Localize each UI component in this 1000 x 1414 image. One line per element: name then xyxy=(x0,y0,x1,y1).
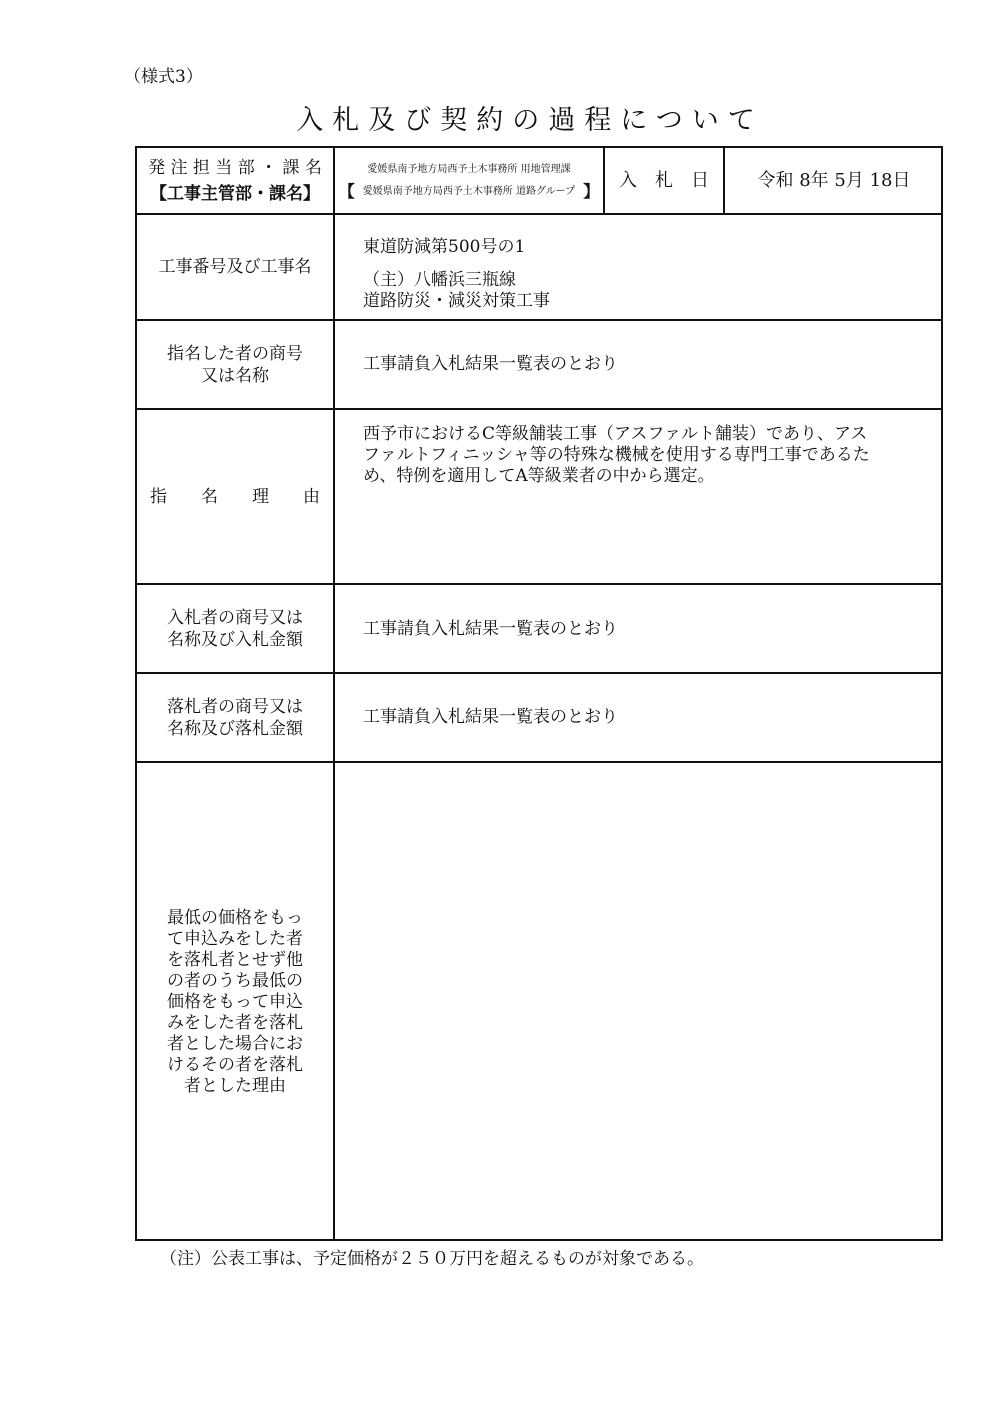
lowest-label-line: の者のうち最低の xyxy=(167,970,303,991)
dept-value xyxy=(335,148,603,213)
lowest-label-line: 最低の価格をもっ xyxy=(167,907,303,928)
designated-label-line2: 又は名称 xyxy=(201,365,269,386)
designated-label xyxy=(137,321,333,408)
reason-line2: ファルトフィニッシャ等の特殊な機械を使用する専門工事であるた xyxy=(363,445,870,465)
lowest-label-line: て申込みをした者 xyxy=(167,928,303,949)
column-divider xyxy=(333,148,335,1241)
winner-label-line1: 落札者の商号又は xyxy=(167,696,303,717)
dept-label xyxy=(137,148,333,213)
lowest-label-line: 者とした場合にお xyxy=(167,1033,303,1054)
winner-label xyxy=(137,674,333,761)
bidders-label xyxy=(137,585,333,672)
reason-line1: 西予市におけるC等級舗装工事（アスファルト舗装）であり、アス xyxy=(363,424,868,444)
winner-label-line2: 名称及び落札金額 xyxy=(167,718,303,739)
reason-label: 指 名 理 由 xyxy=(150,486,320,507)
lowest-label-line: けるその者を落札 xyxy=(167,1054,303,1075)
reason-line3: め、特例を適用してA等級業者の中から選定。 xyxy=(363,466,715,486)
project-number: 東道防減第500号の1 xyxy=(363,237,526,257)
bid-date-value: 令和 8年 5月 18日 xyxy=(757,169,911,191)
bidders-label-line2: 名称及び入札金額 xyxy=(167,629,303,650)
lowest-label-line: を落札者とせず他 xyxy=(167,949,303,970)
bidders-label-line1: 入札者の商号又は xyxy=(167,607,303,628)
designated-value: 工事請負入札結果一覧表のとおり xyxy=(363,354,618,374)
designated-label-line1: 指名した者の商号 xyxy=(167,343,303,364)
bidders-value: 工事請負入札結果一覧表のとおり xyxy=(363,619,618,639)
project-route: （主）八幡浜三瓶線 xyxy=(363,270,516,290)
dept-value-line2: 愛媛県南予地方局西予土木事務所 道路グループ xyxy=(362,185,576,197)
project-label: 工事番号及び工事名 xyxy=(158,257,312,277)
dept-value-line1: 愛媛県南予地方局西予土木事務所 用地管理課 xyxy=(367,163,571,175)
lowest-label-line: 者とした理由 xyxy=(184,1075,286,1096)
form-number: （様式3） xyxy=(124,67,203,87)
bracket-open: 【 xyxy=(338,181,355,201)
project-name: 道路防災・減災対策工事 xyxy=(363,291,550,311)
footnote: （注）公表工事は、予定価格が２５０万円を超えるものが対象である。 xyxy=(160,1249,704,1269)
lowest-label-line: みをした者を落札 xyxy=(167,1012,303,1033)
document-title: 入札及び契約の過程について xyxy=(296,105,764,136)
bid-date-label: 入 札 日 xyxy=(619,169,709,191)
process-table xyxy=(135,146,943,1241)
dept-label-line2: 【工事主管部・課名】 xyxy=(150,183,320,204)
lowest-label xyxy=(137,763,333,1241)
lowest-label-line: 価格をもって申込 xyxy=(167,991,303,1012)
bracket-close: 】 xyxy=(583,181,600,201)
dept-value-line2-wrap xyxy=(339,181,599,203)
winner-value: 工事請負入札結果一覧表のとおり xyxy=(363,707,618,727)
dept-label-line1: 発 注 担 当 部 ・ 課 名 xyxy=(148,157,322,178)
